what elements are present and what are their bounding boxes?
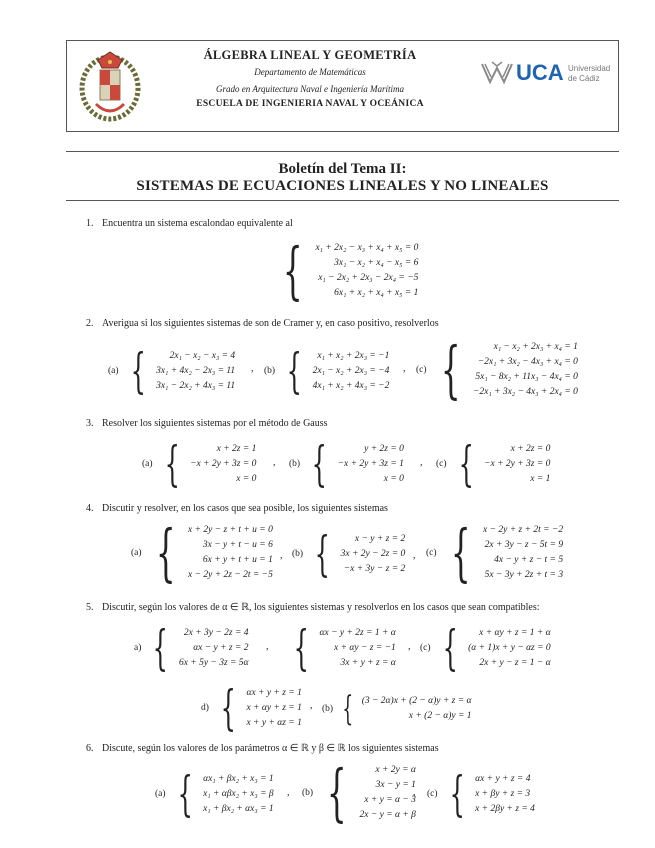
uca-subtitle-2: de Cádiz: [568, 74, 600, 83]
system-q6c: (c) { αx + y + z = 4 x + βy + z = 3 x + 2βy + z = 4: [427, 766, 535, 822]
department-name: Departamento de Matemáticas: [254, 67, 366, 77]
system-q5d: d) { αx + y + z = 1 x + αy + z = 1 x + y + αz = 1: [201, 680, 302, 736]
system-q3b: (b) { y + 2z = 0 −x + 2y + 3z = 1 x = 0: [289, 436, 404, 492]
question-2: 2. Averigua si los siguientes sistemas de son de Cramer y, en caso positivo, resolverlos: [86, 318, 439, 329]
course-title: ÁLGEBRA LINEAL Y GEOMETRÍA: [203, 48, 417, 62]
system-q2a: (a) { 2x₁ − x₂ − x₃ = 4 3x₁ + 4x₂ − 2x₃ = 11 3x₁ − 2x₂ + 4x₃ = 11: [108, 343, 236, 399]
title-rule-top: [66, 151, 619, 152]
system-q6a: (a) { αx₁ + βx₂ + x₃ = 1 x₁ + αβx₂ + x₃ = β x₁ + βx₂ + αx₃ = 1: [155, 766, 274, 822]
bulletin-subtitle: SISTEMAS DE ECUACIONES LINEALES Y NO LINEALES: [136, 178, 549, 194]
question-3: 3. Resolver los siguientes sistemas por el método de Gauss: [86, 418, 328, 429]
uca-emblem-icon: [480, 58, 514, 86]
school-name: ESCUELA DE INGENIERIA NAVAL Y OCEÁNICA: [196, 99, 424, 109]
system-q6b: (b) { x + 2y = α 3x − y = 1 x + y = α − 3 2x − y = α + β: [302, 756, 416, 829]
question-5: 5. Discutir, según los valores de α ∈ ℝ, los siguientes sistemas y resolverlos en los casos que sean compatibles:: [86, 602, 540, 613]
system-q2c: (c) { x₁ − x₂ + 2x₃ + x₄ = 1 −2x₁ + 3x₂ − 4x₃ + x₄ = 0 5x₁ − 8x₂ + 11x₃ − 4x₄ = 0 −2x₁ + 3x₂ − 4x₃ + 2x₄ = 0: [416, 333, 578, 406]
question-4: 4. Discutir y resolver, en los casos que sea posible, los siguientes sistemas: [86, 503, 388, 514]
system-q4a: (a) { x + 2y − z + t + u = 0 3x − y + t − u = 6 6x + y + t + u = 1 x − 2y + 2z − 2t = −5: [131, 516, 273, 589]
school-crest-icon: [78, 48, 142, 122]
system-q1: { x₁ + 2x₂ − x₃ + x₄ + x₅ = 0 3x₁ − x₂ + x₄ − x₅ = 6 x₁ − 2x₂ + 2x₃ − 2x₄ = −5 6x₁ + x₂ + x₄ + x₅ = 1: [282, 234, 419, 307]
title-rule-bottom: [66, 200, 619, 201]
system-q3a: (a) { x + 2z = 1 −x + 2y + 3z = 0 x = 0: [142, 436, 257, 492]
system-q4c: (c) { x − 2y + z + 2t = −2 2x + 3y − z − 5t = 9 4x − y + z − t = 5 5x − 3y + 2z + t = 3: [426, 516, 564, 589]
system-q5e: (b) { (3 − 2α)x + (2 − α)y + z = α x + (2 − α)y = 1: [322, 689, 472, 729]
uca-subtitle-1: Universidad: [568, 64, 611, 73]
system-q5a: a) { 2x + 3y − 2z = 4 αx − y + z = 2 6x + 5y − 3z = 5α: [134, 620, 249, 676]
question-6: 6. Discute, según los valores de los parámetros α ∈ ℝ y β ∈ ℝ los siguientes sistemas: [86, 743, 439, 754]
system-q3c: (c) { x + 2z = 0 −x + 2y + 3z = 0 x = 1: [436, 436, 551, 492]
uca-logo: [480, 58, 610, 88]
system-q4b: (b) { x − y + z = 2 3x + 2y − 2z = 0 −x + 3y − z = 2: [292, 526, 406, 582]
system-q2b: (b) { x₁ + x₂ + 2x₃ = −1 2x₁ − x₂ + 2x₃ = −4 4x₁ + x₂ + 4x₃ = −2: [264, 343, 390, 399]
uca-wordmark: UCA: [516, 60, 564, 85]
system-q5b: { αx − y + 2z = 1 + α x + αy − z = −1 3x + y + z = α: [293, 620, 396, 676]
bulletin-title: Boletín del Tema II:: [278, 161, 407, 177]
question-1: 1. Encuentra un sistema escalondao equivalente al: [86, 218, 293, 229]
degree-name: Grado en Arquitectura Naval e Ingeniería Marítima: [216, 84, 404, 94]
system-q5c: (c) { x + αy + z = 1 + α (α + 1)x + y − αz = 0 2x + y − z = 1 − α: [420, 620, 551, 676]
